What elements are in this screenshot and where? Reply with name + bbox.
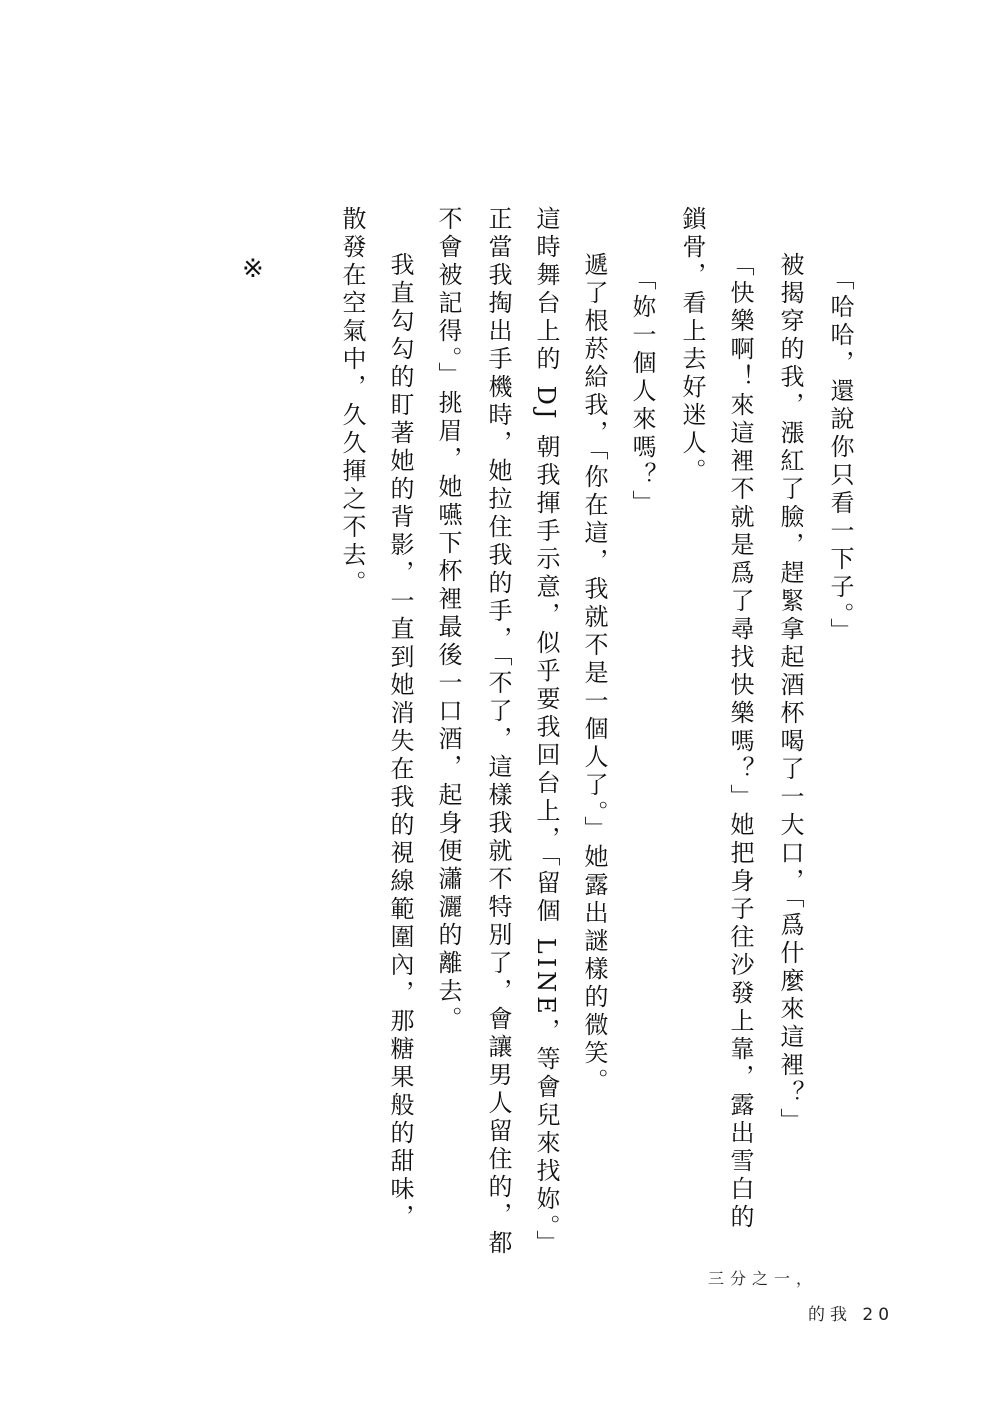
text-column-9: 不會被記得。」挑眉，她嚥下杯裡最後一口酒，起身便瀟灑的離去。 — [434, 206, 462, 1034]
text-column-10: 我直勾勾的盯著她的背影，一直到她消失在我的視線範圍內，那糖果般的甜味， — [386, 252, 414, 1232]
text-column-4: 鎖骨，看上去好迷人。 — [678, 206, 706, 486]
text-column-11: 散發在空氣中，久久揮之不去。 — [338, 206, 366, 598]
text-column-7: 這時舞台上的 DJ 朝我揮手示意，似乎要我回台上，「留個 LINE，等會兒來找妳。」 — [532, 206, 560, 1258]
text-column-3: 「快樂啊！來這裡不就是爲了尋找快樂嗎？」她把身子往沙發上靠，露出雪白的 — [726, 252, 754, 1232]
text-column-6: 遞了根菸給我，「你在這，我就不是一個人了。」她露出謎樣的微笑。 — [580, 252, 608, 1096]
running-title: 三分之一， — [708, 1269, 819, 1288]
text-column-5: 「妳一個人來嗎？」 — [628, 266, 656, 518]
text-column-8: 正當我掏出手機時，她拉住我的手，「不了，這樣我就不特別了，會讓男人留住的，都 — [484, 206, 512, 1258]
text-column-1: 「哈哈，還說你只看一下子。」 — [826, 266, 854, 646]
text-column-2: 被揭穿的我，漲紅了臉，趕緊拿起酒杯喝了一大口，「爲什麼來這裡？」 — [776, 252, 804, 1136]
section-break-mark: ※ — [242, 254, 264, 284]
page-number-label: 的我 20 — [808, 1305, 895, 1325]
